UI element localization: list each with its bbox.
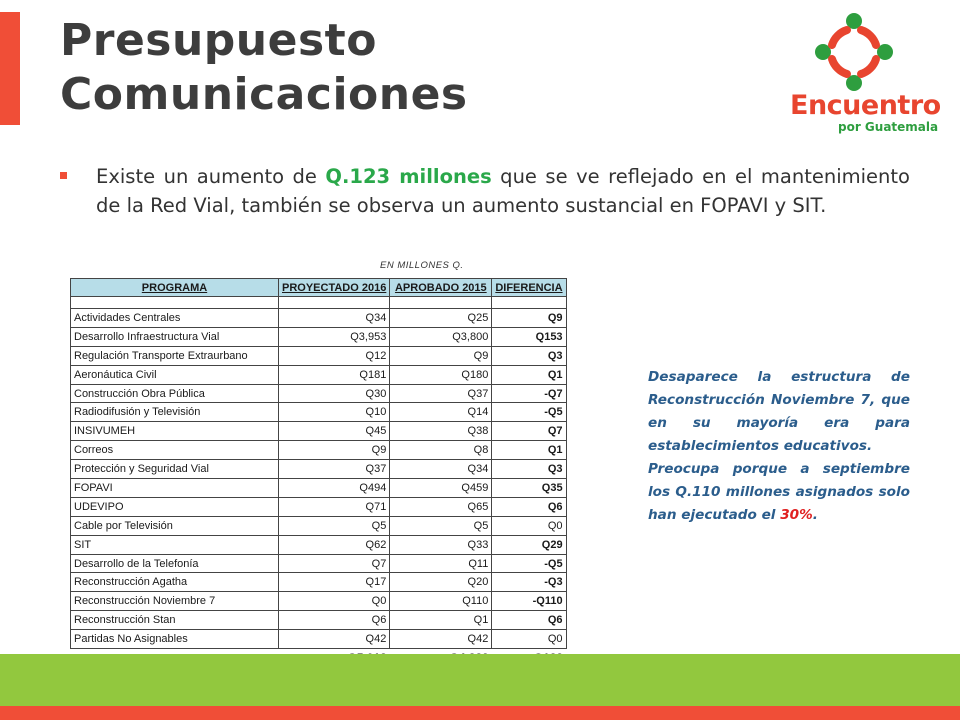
table-row [71,573,567,592]
cell-aprobado: Q459 [390,479,492,498]
title-line-1: Presupuesto [60,15,377,66]
cell-diferencia: Q35 [492,479,566,498]
cell-aprobado: Q110 [390,592,492,611]
cell-aprobado: Q3,800 [390,327,492,346]
cell-programa: Reconstrucción Noviembre 7 [71,592,279,611]
header-aprobado: APROBADO 2015 [390,279,492,297]
cell-aprobado: Q34 [390,460,492,479]
cell-proyectado: Q30 [279,384,390,403]
table-row [71,384,567,403]
title-line-2: Comunicaciones [60,69,468,120]
note-paragraph-2 [648,458,910,527]
cell-aprobado: Q14 [390,403,492,422]
cell-programa: Partidas No Asignables [71,630,279,649]
table-row [71,554,567,573]
bullet-text-1: Existe un aumento de [96,165,326,188]
cell-programa: SIT [71,535,279,554]
table-row [71,535,567,554]
table-row [71,441,567,460]
cell-programa: Radiodifusión y Televisión [71,403,279,422]
cell-aprobado: Q37 [390,384,492,403]
cell-diferencia: Q29 [492,535,566,554]
cell-diferencia: Q1 [492,441,566,460]
cell-aprobado: Q20 [390,573,492,592]
table-row [71,611,567,630]
cell-aprobado: Q11 [390,554,492,573]
cell-proyectado: Q37 [279,460,390,479]
cell-diferencia: Q1 [492,365,566,384]
cell-proyectado: Q6 [279,611,390,630]
cell-programa: UDEVIPO [71,497,279,516]
cell-programa: Desarrollo de la Telefonía [71,554,279,573]
table-header-row [71,279,567,297]
cell-proyectado: Q0 [279,592,390,611]
cell-programa: Reconstrucción Agatha [71,573,279,592]
header-diferencia: DIFERENCIA [492,279,566,297]
logo-wordmark: Encuentro [790,90,941,121]
header-proyectado: PROYECTADO 2016 [279,279,390,297]
side-note [648,366,910,527]
bullet-text-2: que se ve reflejado en el mantenimiento de la Red Vial, también se observa un aumento sustancial en FOPAVI y SIT. [96,165,910,217]
cell-diferencia: -Q110 [492,592,566,611]
footer-red-band [0,706,960,720]
cell-programa: Protección y Seguridad Vial [71,460,279,479]
title-accent-bar [0,12,20,125]
cell-aprobado: Q8 [390,441,492,460]
table-row [71,422,567,441]
cell-programa: Regulación Transporte Extraurbano [71,346,279,365]
cell-proyectado: Q12 [279,346,390,365]
logo-tagline: por Guatemala [838,120,939,134]
header-programa: PROGRAMA [71,279,279,297]
table-row [71,516,567,535]
cell-aprobado: Q9 [390,346,492,365]
table-row [71,365,567,384]
cell-aprobado: Q33 [390,535,492,554]
cell-proyectado: Q62 [279,535,390,554]
budget-table [70,278,567,670]
footer-green-band [0,654,960,706]
cell-proyectado: Q71 [279,497,390,516]
cell-aprobado: Q1 [390,611,492,630]
cell-programa: Construcción Obra Pública [71,384,279,403]
table-row [71,592,567,611]
cell-programa: Correos [71,441,279,460]
table-row [71,497,567,516]
table-row [71,479,567,498]
spacer-row [71,297,567,309]
cell-programa: Desarrollo Infraestructura Vial [71,327,279,346]
cell-diferencia: -Q5 [492,403,566,422]
cell-diferencia: Q0 [492,630,566,649]
cell-proyectado: Q42 [279,630,390,649]
cell-aprobado: Q38 [390,422,492,441]
cell-proyectado: Q34 [279,309,390,328]
cell-proyectado: Q7 [279,554,390,573]
cell-diferencia: Q7 [492,422,566,441]
slide-title [60,14,468,122]
cell-diferencia: Q3 [492,460,566,479]
cell-aprobado: Q42 [390,630,492,649]
note-paragraph-1: Desaparece la estructura de Reconstrucción Noviembre 7, que en su mayoría era para establecimientos educativos. [648,369,910,454]
units-note: EN MILLONES Q. [380,260,464,271]
cell-aprobado: Q180 [390,365,492,384]
cell-programa: Cable por Televisión [71,516,279,535]
cell-aprobado: Q65 [390,497,492,516]
cell-diferencia: Q153 [492,327,566,346]
cell-aprobado: Q5 [390,516,492,535]
cell-proyectado: Q10 [279,403,390,422]
table-row [71,309,567,328]
bullet-paragraph [60,162,910,220]
cell-programa: Actividades Centrales [71,309,279,328]
cell-proyectado: Q494 [279,479,390,498]
cell-proyectado: Q181 [279,365,390,384]
cell-diferencia: Q6 [492,611,566,630]
table-row [71,327,567,346]
cell-proyectado: Q17 [279,573,390,592]
cell-diferencia: Q3 [492,346,566,365]
cell-proyectado: Q5 [279,516,390,535]
bullet-highlight: Q.123 millones [325,165,492,188]
cell-diferencia: Q9 [492,309,566,328]
table-body [71,297,567,649]
table-row [71,630,567,649]
cell-programa: INSIVUMEH [71,422,279,441]
cell-diferencia: -Q5 [492,554,566,573]
cell-proyectado: Q45 [279,422,390,441]
cell-proyectado: Q9 [279,441,390,460]
cell-diferencia: Q0 [492,516,566,535]
cell-programa: Aeronáutica Civil [71,365,279,384]
cell-aprobado: Q25 [390,309,492,328]
cell-programa: FOPAVI [71,479,279,498]
cell-diferencia: -Q3 [492,573,566,592]
cell-proyectado: Q3,953 [279,327,390,346]
logo-ring-icon [786,8,946,98]
encuentro-logo [786,8,946,138]
note-text-1: Preocupa porque a septiembre los Q.110 millones asignados solo han ejecutado el [648,461,910,523]
cell-diferencia: Q6 [492,497,566,516]
table-row [71,460,567,479]
table-row [71,403,567,422]
cell-programa: Reconstrucción Stan [71,611,279,630]
note-text-2: . [812,507,818,523]
cell-diferencia: -Q7 [492,384,566,403]
table-row [71,346,567,365]
note-highlight: 30% [780,507,813,523]
